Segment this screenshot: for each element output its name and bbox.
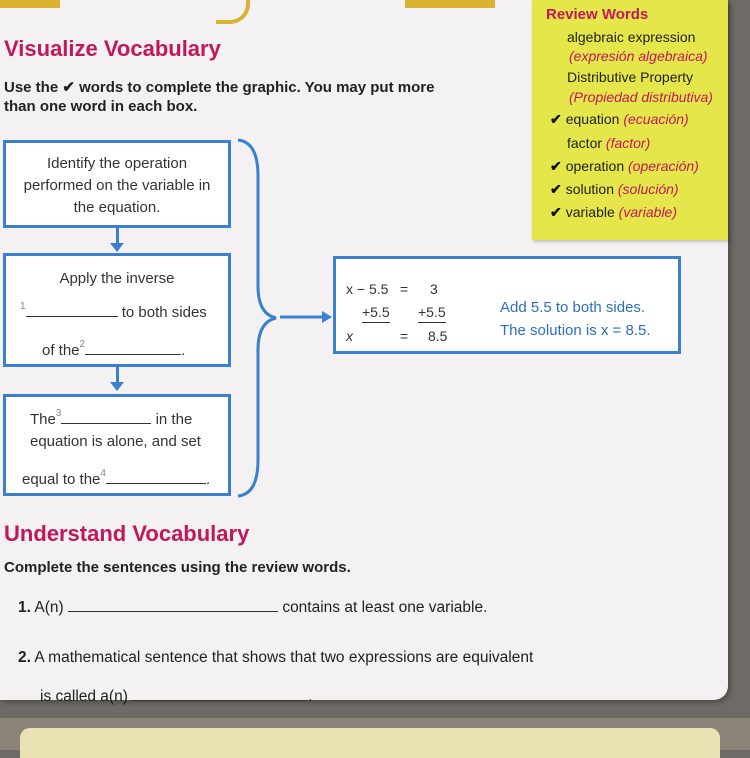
header-decoration: [216, 0, 250, 24]
blank-3[interactable]: [61, 409, 151, 424]
flow-box3-line3: equal to the: [22, 471, 101, 488]
math-row1-left: x − 5.5: [346, 281, 389, 297]
math-row2-left: +5.5: [362, 304, 390, 323]
sentence-2-head: is called a(n): [40, 688, 128, 705]
blank-number-4: 4: [100, 468, 106, 479]
flow-box2-line2: to both sides: [121, 304, 207, 321]
math-row3-right: 8.5: [428, 328, 448, 344]
blank-2[interactable]: [85, 340, 181, 355]
review-word-distributive-property: Distributive Property: [567, 69, 694, 85]
sentence-2-line2: [40, 686, 313, 706]
flow-box-variable-alone: The$^3$ in the equation is alone, and set equal to the$^4$ .: [3, 394, 231, 496]
math-note-1: Add 5.5 to both sides.: [500, 299, 646, 316]
sentence-1-blank[interactable]: [68, 597, 278, 612]
review-words-title: Review Words: [546, 6, 649, 23]
visualize-title: Visualize Vocabulary: [4, 36, 221, 61]
math-row1-eq: =: [400, 281, 409, 297]
review-words-panel: [532, 0, 728, 240]
review-word-variable: ✔ variable (variable): [550, 204, 678, 220]
flow-box-apply-inverse: Apply the inverse $^1$ to both sides of the$^2$ .: [3, 253, 231, 367]
flow-arrow-1: [116, 228, 119, 244]
flow-box1-line2: performed on the variable in: [23, 177, 211, 194]
check-icon: ✔: [550, 204, 562, 220]
sentence-1-head: A(n): [34, 599, 64, 616]
sentence-2-number: 2.: [18, 649, 31, 666]
understand-instruction: Complete the sentences using the review words.: [4, 559, 351, 576]
sentence-1-tail: contains at least one variable.: [282, 599, 488, 616]
review-word-distributive-property-es: (Propiedad distributiva): [569, 89, 713, 105]
flow-arrow-2: [116, 367, 119, 383]
understand-title: Understand Vocabulary: [4, 521, 250, 546]
sentence-1-number: 1.: [18, 599, 31, 616]
header-decoration-bar-2: [405, 0, 495, 8]
review-word-solution: ✔ solution (solución): [550, 181, 679, 197]
blank-number-3: 3: [55, 408, 62, 419]
sentence-2-line1: [18, 649, 533, 667]
visualize-instruction-2: than one word in each box.: [4, 98, 198, 115]
sentence-2-text: A mathematical sentence that shows that two expressions are equivalent: [34, 649, 534, 666]
review-word-algebraic-expression: algebraic expression: [567, 29, 696, 45]
blank-number-1: 1: [20, 301, 26, 312]
sentence-1: [18, 597, 487, 617]
math-row2-right: +5.5: [418, 304, 446, 323]
flow-box3-line2: equation is alone, and set: [30, 433, 201, 450]
review-word-equation: ✔ equation (ecuación): [550, 111, 689, 127]
flow-box1-line1: Identify the operation: [46, 155, 188, 172]
math-note-2: The solution is x = 8.5.: [500, 322, 651, 339]
review-word-factor: factor (factor): [567, 135, 651, 151]
visualize-instruction-1: Use the ✔ words to complete the graphic. You may put more: [4, 79, 435, 96]
check-icon: ✔: [550, 181, 562, 197]
next-page-edge: [0, 718, 750, 750]
blank-4[interactable]: [106, 469, 206, 484]
check-icon: ✔: [550, 111, 562, 127]
flow-box-identify: [3, 140, 231, 228]
blank-1[interactable]: [26, 302, 118, 317]
math-example-box: [333, 256, 681, 354]
flow-box3-line1-tail: in the: [155, 411, 193, 428]
review-word-operation: ✔ operation (operación): [550, 158, 699, 174]
math-row1-right: 3: [430, 281, 438, 297]
header-decoration-bar: [0, 0, 60, 8]
math-row3-eq: =: [400, 328, 409, 344]
review-word-algebraic-expression-es: (expresión algebraica): [569, 48, 708, 64]
check-icon: ✔: [550, 158, 562, 174]
sentence-2-blank[interactable]: [132, 686, 308, 701]
flow-box2-line1: Apply the inverse: [59, 270, 175, 287]
blank-number-2: 2: [79, 339, 86, 350]
flow-box2-line3: of the: [42, 342, 80, 359]
flow-box1-line3: the equation.: [73, 199, 161, 216]
sentence-2-period: .: [308, 688, 313, 705]
flow-bracket: [232, 136, 337, 498]
math-row3-left: x: [346, 328, 353, 344]
flow-box3-line1-head: The: [30, 411, 56, 428]
